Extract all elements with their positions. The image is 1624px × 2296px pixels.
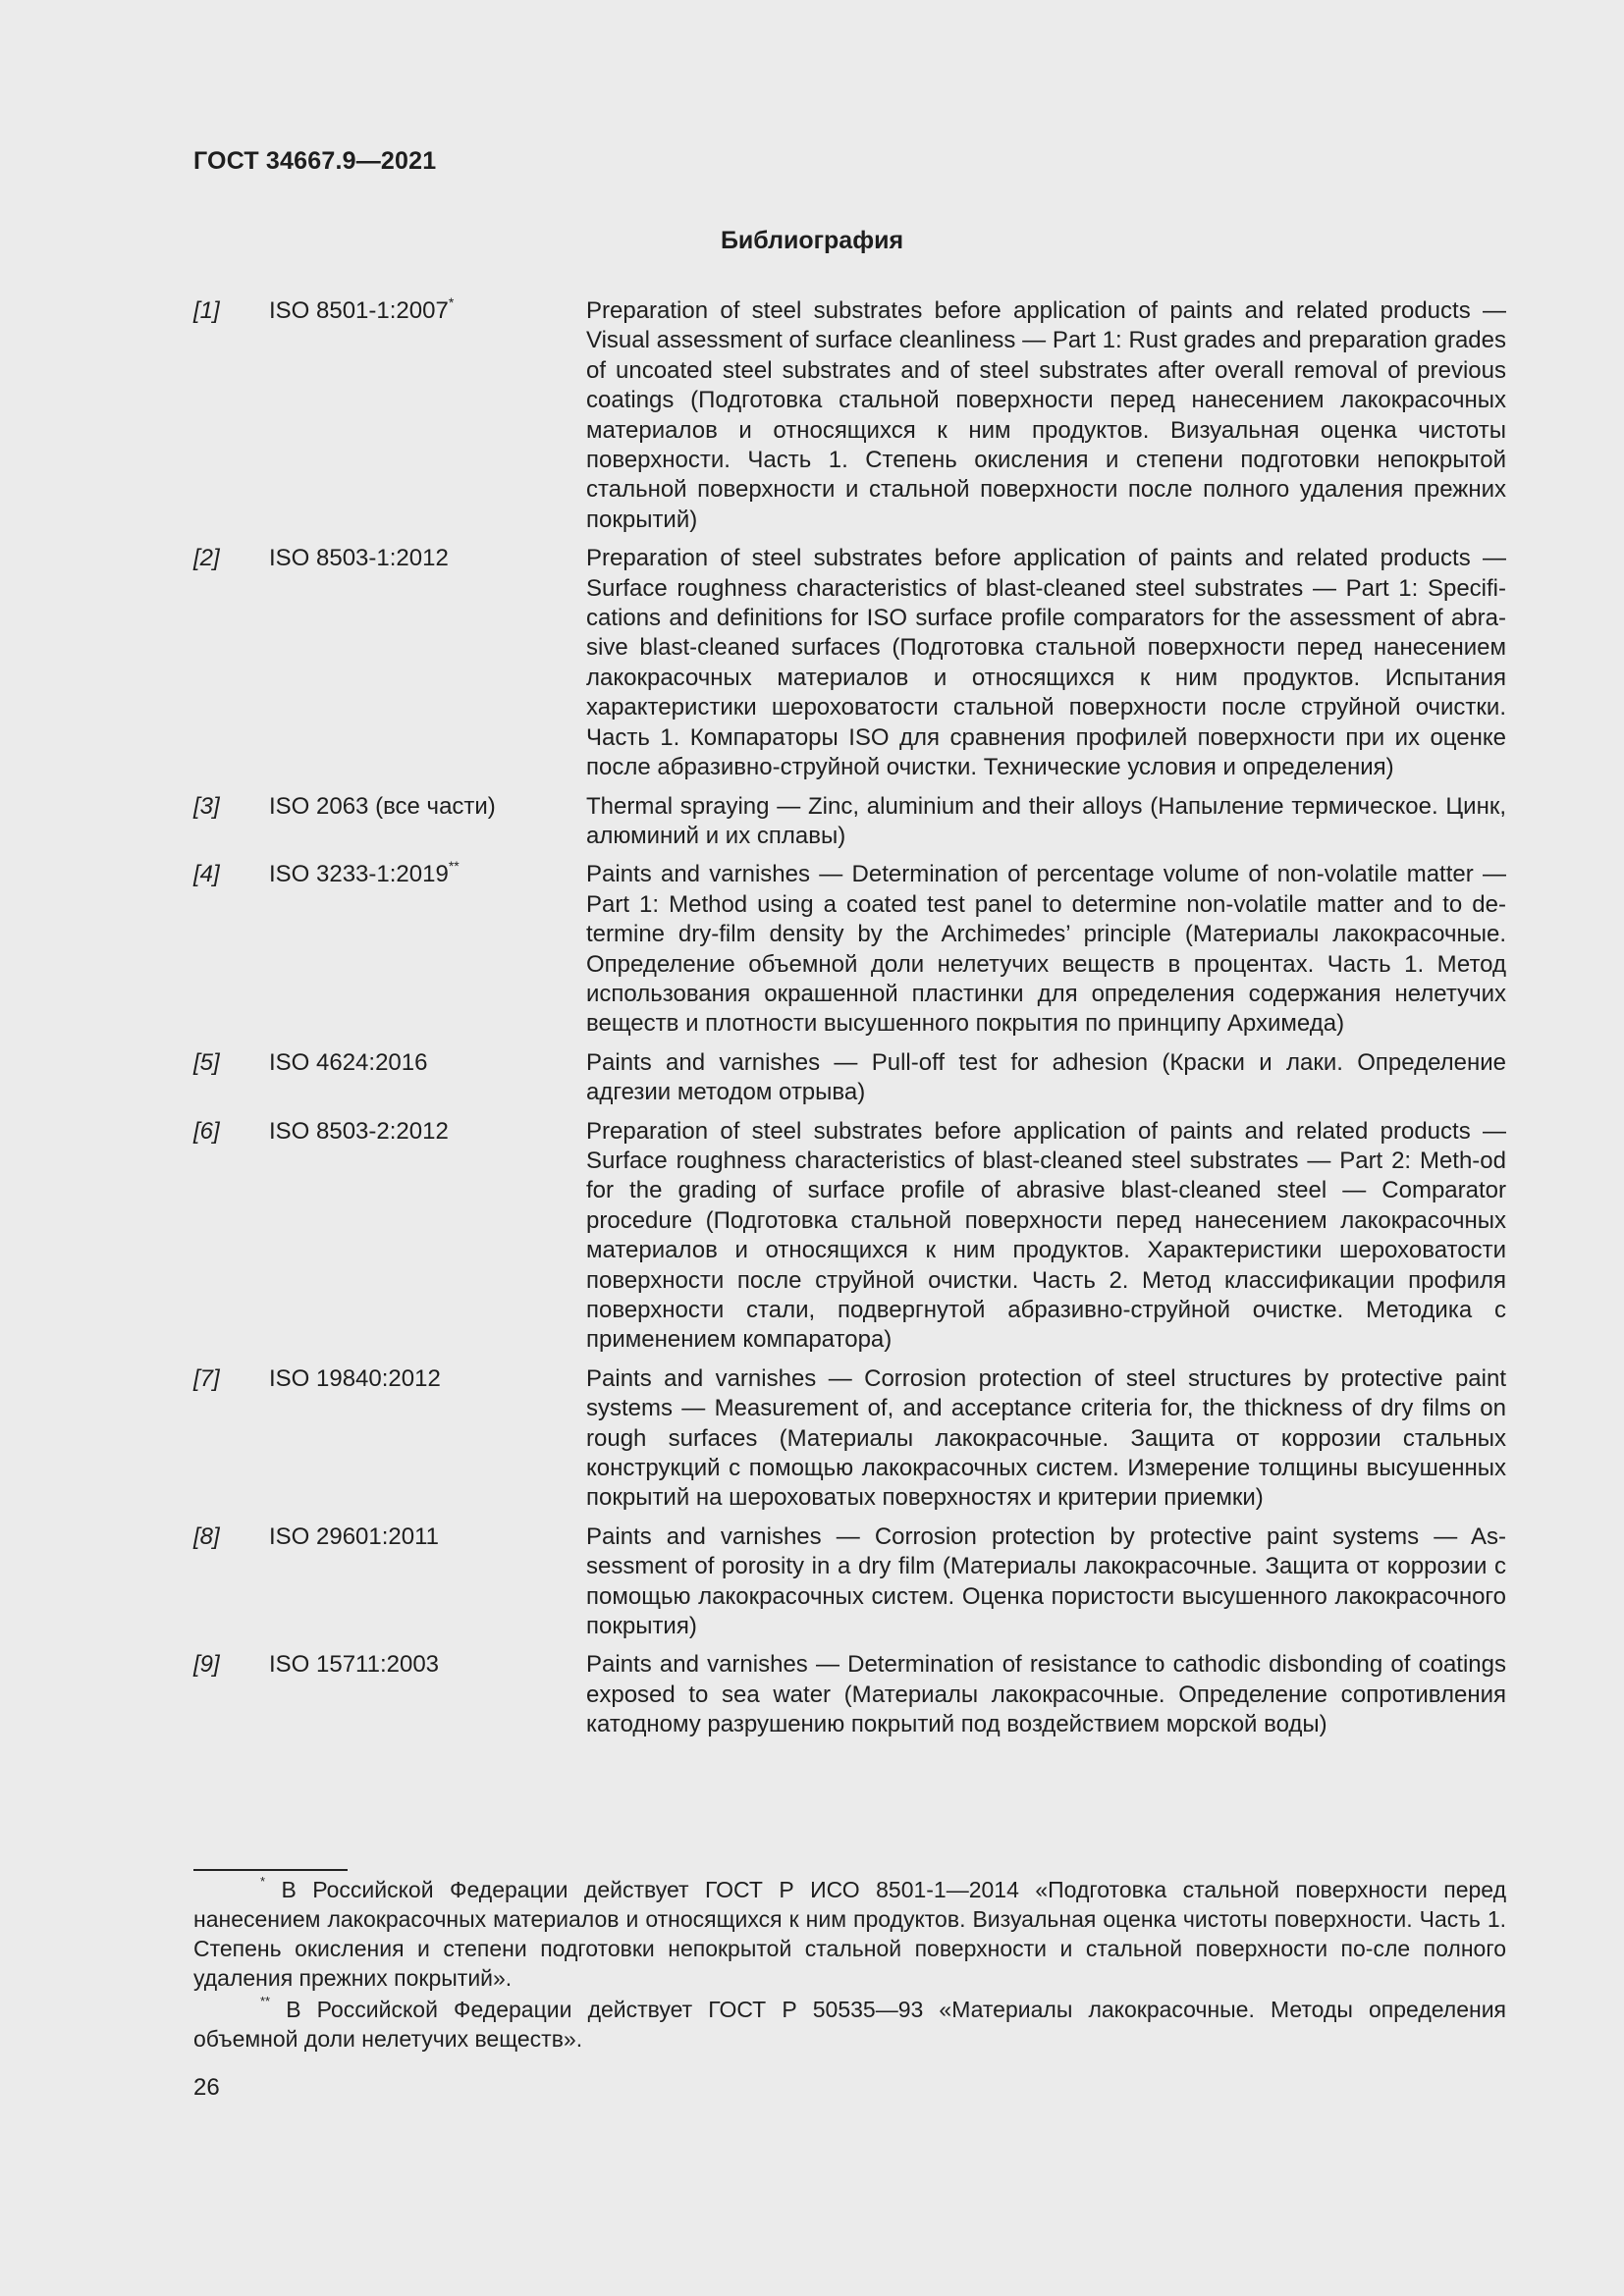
reference-code: ISO 2063 (все части) [269, 792, 496, 820]
footnote-mark: ** [260, 1994, 271, 2009]
reference-code: ISO 4624:2016 [269, 1048, 428, 1076]
reference-entry [193, 544, 1506, 782]
reference-entry [193, 860, 1506, 1039]
document-code-header: ГОСТ 34667.9—2021 [193, 147, 437, 175]
footnote-mark: * [448, 294, 455, 310]
footnote [193, 1875, 1506, 1993]
reference-entry [193, 1364, 1506, 1514]
reference-title: Paints and varnishes — Determination of percentage volume of non-volatile matter — Part 1: Method using a coated test panel to determine non-volatile matter and to de-termine dry-film density by the Archimedes’ principle (Материалы лакокрасочные. Определение объемной доли нелетучих веществ в процентах. Часть 1. Метод использования окрашенной пластинки для определения содержания нелетучих веществ и плотности высушенного покрытия по принципу Архимеда) [586, 861, 1506, 1038]
footnote-mark: * [260, 1874, 266, 1890]
page-number: 26 [193, 2074, 220, 2101]
reference-title: Preparation of steel substrates before application of paints and related products — Surface roughness characteristics of blast-cleaned steel substrates — Part 1: Specifi-cations and definitions for ISO surface profile comparators for the assessment of abra-sive blast-cleaned surfaces (Подготовка стальной поверхности перед нанесением лакокрасочных материалов и относящихся к ним продуктов. Испытания характеристики шероховатости стальной поверхности после струйной очистки. Часть 1. Компараторы ISO для сравнения профилей поверхности при их оценке после абразивно-струйной очистки. Технические условия и определения) [586, 545, 1506, 781]
reference-entry [193, 1650, 1506, 1739]
reference-entry [193, 1117, 1506, 1356]
reference-code: ISO 3233-1:2019** [269, 858, 460, 888]
footnote-mark: ** [448, 858, 460, 875]
reference-entry [193, 1522, 1506, 1642]
footnote-separator [193, 1869, 348, 1871]
reference-code: ISO 8501-1:2007* [269, 294, 455, 324]
reference-title: Paints and varnishes — Pull-off test for adhesion (Краски и лаки. Определение адгезии методом отрыва) [586, 1048, 1506, 1106]
reference-code: ISO 29601:2011 [269, 1522, 440, 1550]
reference-number: [4] [193, 861, 220, 888]
reference-number: [9] [193, 1651, 220, 1679]
reference-number: [8] [193, 1522, 220, 1550]
reference-number: [5] [193, 1048, 220, 1076]
footnote-text: В Российской Федерации действует ГОСТ Р ИСО 8501-1—2014 «Подготовка стальной поверхности перед нанесением лакокрасочных материалов и относящихся к ним продуктов. Визуальная оценка чистоты поверхности. Часть 1. Степень окисления и степени подготовки непокрытой стальной поверхности и стальной поверхности по-сле полного удаления прежних покрытий». [193, 1877, 1506, 1991]
reference-number: [7] [193, 1364, 220, 1392]
reference-number: [6] [193, 1117, 220, 1145]
reference-code: ISO 15711:2003 [269, 1651, 440, 1679]
reference-title: Paints and varnishes — Corrosion protection of steel structures by protective paint systems — Measurement of, and acceptance criteria for, the thickness of dry films on rough surfaces (Материалы лакокрасочные. Защита от коррозии стальных конструкций с помощью лакокрасочных систем. Измерение толщины высушенных покрытий на шероховатых поверхностях и критерии приемки) [586, 1364, 1506, 1512]
reference-title: Paints and varnishes — Determination of resistance to cathodic disbonding of coatings exposed to sea water (Материалы лакокрасочные. Определение сопротивления катодному разрушению покрытий под воздействием морской воды) [586, 1651, 1506, 1738]
reference-entry [193, 1048, 1506, 1108]
footnotes [193, 1875, 1506, 2056]
reference-title: Preparation of steel substrates before application of paints and related products — Surface roughness characteristics of blast-cleaned steel substrates — Part 2: Meth-od for the grading of surface profile of abrasive blast-cleaned steel — Comparator procedure (Подготовка стальной поверхности перед нанесением лакокрасочных материалов и относящихся к ним продуктов. Характеристики шероховатости поверхности после струйной очистки. Часть 2. Метод классификации профиля поверхности стали, подвергнутой абразивно-струйной очистке. Методика с применением компаратора) [586, 1117, 1506, 1354]
footnote-text: В Российской Федерации действует ГОСТ Р 50535—93 «Материалы лакокрасочные. Методы определения объемной доли нелетучих веществ». [193, 1997, 1506, 2052]
reference-code: ISO 8503-1:2012 [269, 545, 449, 572]
reference-number: [2] [193, 545, 220, 572]
reference-entry [193, 792, 1506, 852]
reference-title: Thermal spraying — Zinc, aluminium and their alloys (Напыление термическое. Цинк, алюминий и их сплавы) [586, 792, 1506, 849]
reference-number: [3] [193, 792, 220, 820]
footnote [193, 1995, 1506, 2054]
reference-number: [1] [193, 297, 220, 324]
reference-title: Preparation of steel substrates before application of paints and related products — Visual assessment of surface cleanliness — Part 1: Rust grades and preparation grades of uncoated steel substrates and of steel substrates after overall removal of previous coatings (Подготовка стальной поверхности перед нанесением лакокрасочных материалов и относящихся к ним продуктов. Визуальная оценка чистоты поверхности. Часть 1. Степень окисления и степени подготовки непокрытой стальной поверхности и стальной поверхности после полного удаления прежних покрытий) [586, 297, 1506, 533]
reference-entry [193, 296, 1506, 535]
bibliography-title: Библиография [720, 227, 904, 254]
reference-code: ISO 19840:2012 [269, 1364, 441, 1392]
reference-list [193, 296, 1506, 1749]
reference-title: Paints and varnishes — Corrosion protection by protective paint systems — As-sessment of porosity in a dry film (Материалы лакокрасочные. Защита от коррозии с помощью лакокрасочных систем. Оценка пористости высушенного лакокрасочного покрытия) [586, 1522, 1506, 1640]
reference-code: ISO 8503-2:2012 [269, 1117, 449, 1145]
